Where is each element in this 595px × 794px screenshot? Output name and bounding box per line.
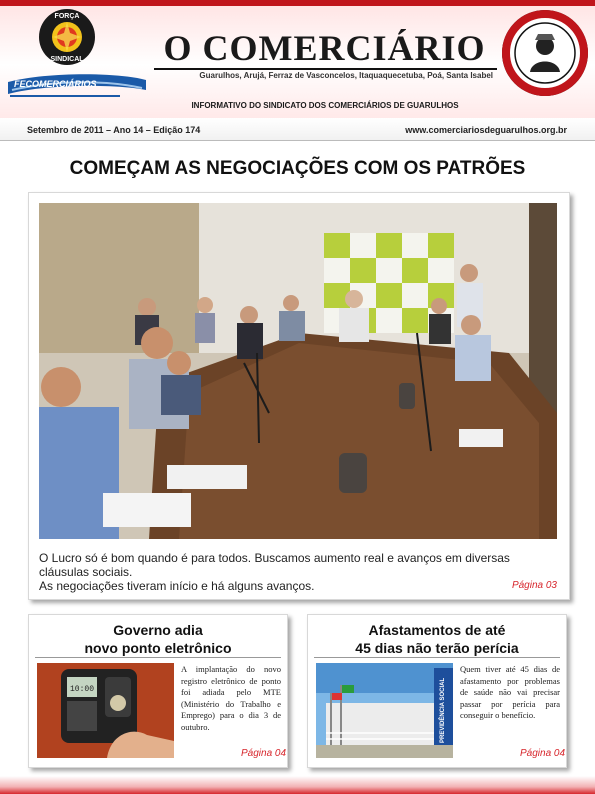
card-title-line-1: Afastamentos de até [368,622,506,638]
card-page-ref[interactable]: Página 04 [520,748,566,759]
building-sign: PREVIDÊNCIA SOCIAL [440,677,446,743]
main-story-card [28,192,570,600]
forca-sindical-logo [38,8,96,66]
sindicato-seal-logo [502,10,588,96]
caption-line-1: O Lucro só é bom quando é para todos. Buscamos aumento real e avanços em diversas cláusulas sociais. [39,551,510,579]
main-page-ref[interactable]: Página 03 [511,580,557,591]
story-card-pericia [307,614,567,768]
footer-band [0,776,595,794]
card-text: A implantação do novo registro eletrônico de ponto foi adiada pelo MTE (Ministério do Trabalho e Emprego) para o dia 3 de outubro. [181,664,281,732]
svg-text:SINDICAL: SINDICAL [50,56,84,63]
newspaper-subtitle: INFORMATIVO DO SINDICATO DOS COMERCIÁRIOS DE GUARULHOS [191,101,459,110]
caption-line-2: As negociações tiveram início e há alguns avanços. [39,579,315,593]
top-stripe [0,0,595,6]
card-title [29,621,287,657]
card-title-line-2: novo ponto eletrônico [84,640,232,656]
card-text: Quem tiver até 45 dias de afastamento por problemas de saúde não vai precisar passar por perícia para conseguir o benefício. [460,664,560,720]
edition-date: Setembro de 2011 – Ano 14 – Edição 174 [27,125,201,135]
clock-display: 10:00 [69,685,95,694]
story-card-ponto-eletronico [28,614,288,768]
website-link[interactable]: www.comerciariosdeguarulhos.org.br [405,125,567,135]
masthead [0,0,595,118]
meeting-photo [39,203,557,539]
main-caption [39,551,561,593]
card-page-ref[interactable]: Página 04 [241,748,287,759]
card-divider [35,657,281,658]
fecomerciarios-logo [6,70,148,100]
card-title-line-1: Governo adia [113,622,203,638]
main-headline: COMEÇAM AS NEGOCIAÇÕES COM OS PATRÕES [69,158,526,179]
edition-bar [0,118,595,141]
previdencia-building-photo [316,663,453,758]
card-title-line-2: 45 dias não terão perícia [355,640,519,656]
time-clock-photo [37,663,174,758]
card-divider [314,657,560,658]
title-rule [154,68,497,70]
card-title [308,621,566,657]
svg-text:FECOMERCIÁRIOS: FECOMERCIÁRIOS [14,79,97,89]
cities-line: Guarulhos, Arujá, Ferraz de Vasconcelos, Itaquaquecetuba, Poá, Santa Isabel [199,71,493,80]
svg-text:FORÇA: FORÇA [54,13,80,20]
newspaper-title: O COMERCIÁRIO [163,28,486,68]
